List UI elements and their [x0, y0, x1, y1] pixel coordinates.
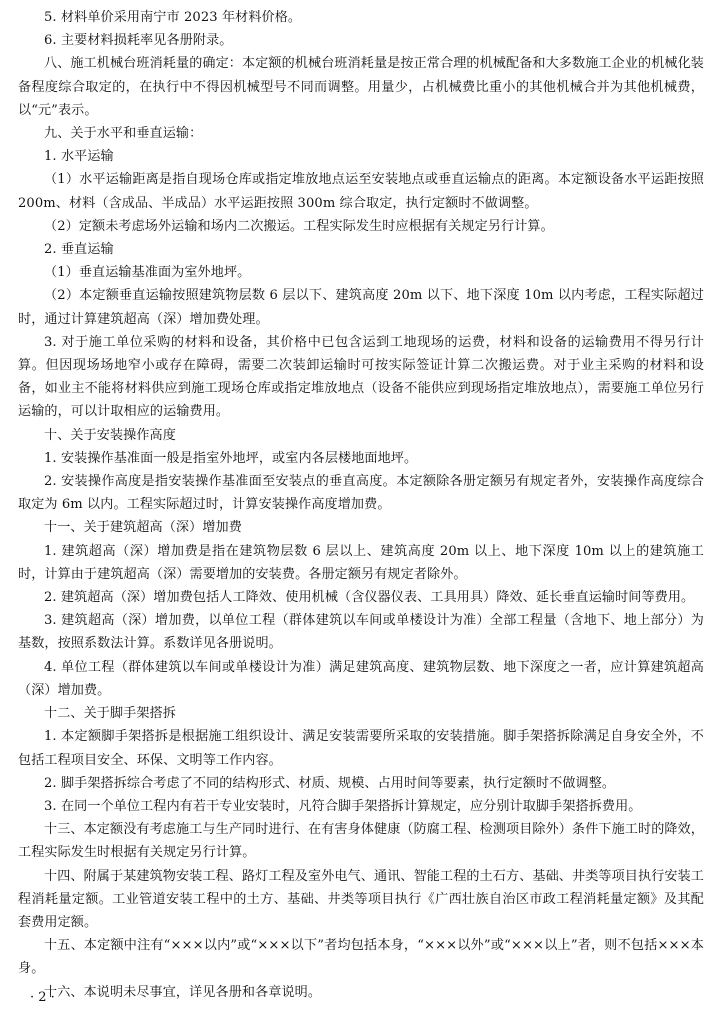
paragraph: 3. 建筑超高（深）增加费，以单位工程（群体建筑以车间或单楼设计为准）全部工程量（含地下、地上部分）为基数，按照系数法计算。系数详见各册说明。 — [18, 613, 704, 652]
paragraph: 3. 在同一个单位工程内有若干专业安装时，凡符合脚手架搭拆计算规定，应分别计取脚手架搭拆费用。 — [44, 798, 642, 814]
paragraph: 2. 脚手架搭拆综合考虑了不同的结构形式、材质、规模、占用时间等要素，执行定额时不做调整。 — [44, 775, 616, 791]
page-number: · 2 · — [30, 990, 55, 1005]
section-heading-paragraph: 十四、附属于某建筑物安装工程、路灯工程及室外电气、通讯、智能工程的土石方、基础、井类等项目执行安装工程消耗量定额。工业管道安装工程中的土方、基础、井类等项目执行《广西壮族自治区市政工程消耗量定额》及其配套费用定额。 — [18, 868, 704, 930]
paragraph: （1）水平运输距离是指自现场仓库或指定堆放地点运至安装地点或垂直运输点的距离。本定额设备水平运距按照 200m、材料（含成品、半成品）水平运距按照 300m 综合取定，执行定额时不做调整。 — [18, 172, 704, 211]
section-heading-paragraph: 十五、本定额中注有“×××以内”或“×××以下”者均包括本身，“×××以外”或“×××以上”者，则不包括×××本身。 — [18, 938, 704, 977]
paragraph: 1. 本定额脚手架搭拆是根据施工组织设计、满足安装需要所采取的安装措施。脚手架搭拆除满足自身安全外，不包括工程项目安全、环保、文明等工作内容。 — [18, 729, 704, 768]
section-heading: 九、关于水平和垂直运输： — [44, 126, 203, 142]
paragraph: （2）本定额垂直运输按照建筑物层数 6 层以下、建筑高度 20m 以下、地下深度 10m 以内考虑，工程实际超过时，通过计算建筑超高（深）增加费处理。 — [18, 288, 704, 327]
paragraph: 3. 对于施工单位采购的材料和设备，其价格中已包含运到工地现场的运费，材料和设备的运输费用不得另行计算。但因现场场地窄小或存在障碍，需要二次装卸运输时可按实际签证计算二次搬运费。对于业主采购的材料和设备，如业主不能将材料供应到施工现场仓库或指定堆放地点（设备不能供应到现场指定堆放地点），需要施工单位另行运输的，可以计取相应的运输费用。 — [18, 334, 704, 420]
paragraph: 2. 安装操作高度是指安装操作基准面至安装点的垂直高度。本定额除各册定额另有规定者外，安装操作高度综合取定为 6m 以内。工程实际超过时，计算安装操作高度增加费。 — [18, 474, 704, 513]
subsection-heading: 2. 垂直运输 — [44, 242, 114, 258]
paragraph: 5. 材料单价采用南宁市 2023 年材料价格。 — [44, 10, 302, 25]
paragraph: 1. 建筑超高（深）增加费是指在建筑物层数 6 层以上、建筑高度 20m 以上、地下深度 10m 以上的建筑施工时，计算由于建筑超高（深）需要增加的安装费。各册定额另有规定者除外。 — [18, 543, 704, 582]
section-heading: 十二、关于脚手架搭拆 — [44, 706, 176, 722]
paragraph: （1）垂直运输基准面为室外地坪。 — [44, 265, 251, 281]
paragraph: 2. 建筑超高（深）增加费包括人工降效、使用机械（含仪器仪表、工具用具）降效、延长垂直运输时间等费用。 — [44, 590, 695, 606]
section-heading: 十一、关于建筑超高（深）增加费 — [44, 520, 242, 536]
paragraph: （2）定额未考虑场外运输和场内二次搬运。工程实际发生时应根据有关规定另行计算。 — [44, 218, 554, 234]
section-heading: 十、关于安装操作高度 — [44, 427, 176, 443]
paragraph: 6. 主要材料损耗率见各册附录。 — [44, 33, 233, 49]
section-heading-paragraph: 八、施工机械台班消耗量的确定：本定额的机械台班消耗量是按正常合理的机械配备和大多数施工企业的机械化装备程度综合取定的，在执行中不得因机械型号不同而调整。用量少，占机械费比重小的其他机械合并为其他机械费，以“元”表示。 — [18, 56, 704, 118]
subsection-heading: 1. 水平运输 — [44, 149, 114, 165]
section-heading-paragraph: 十六、本说明未尽事宜，详见各册和各章说明。 — [44, 984, 322, 1000]
paragraph: 1. 安装操作基准面一般是指室外地坪，或室内各层楼地面地坪。 — [44, 450, 418, 466]
paragraph: 4. 单位工程（群体建筑以车间或单楼设计为准）满足建筑高度、建筑物层数、地下深度之一者，应计算建筑超高（深）增加费。 — [18, 659, 704, 698]
section-heading-paragraph: 十三、本定额没有考虑施工与生产同时进行、在有害身体健康（防腐工程、检测项目除外）条件下施工时的降效，工程实际发生时根据有关规定另行计算。 — [18, 822, 704, 861]
document-body — [18, 6, 704, 1004]
